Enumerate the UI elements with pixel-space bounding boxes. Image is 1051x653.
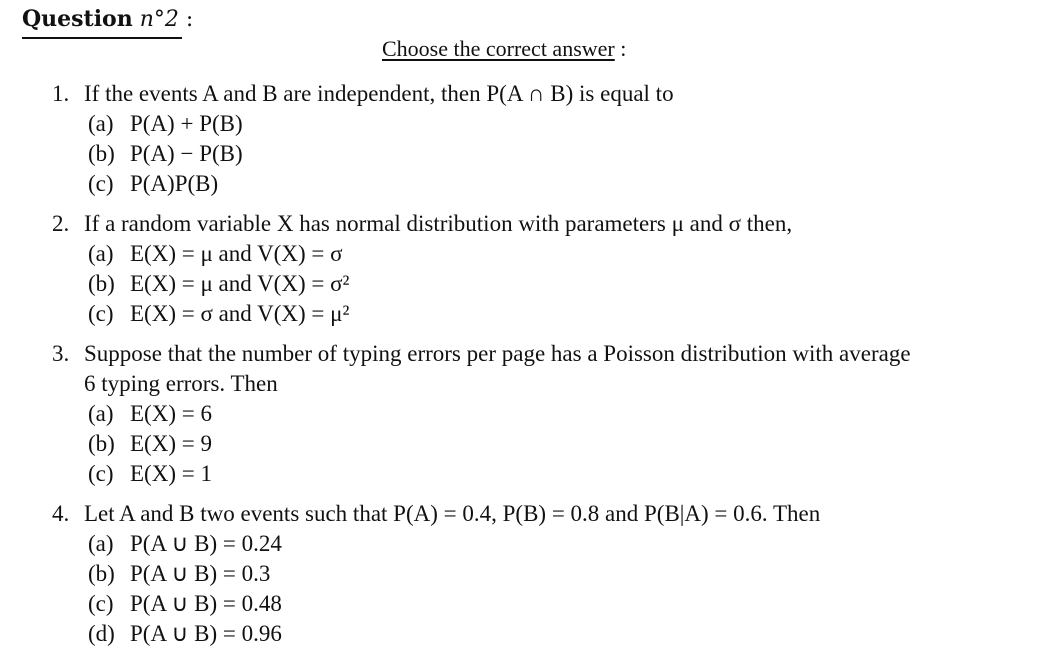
option-label: (d) — [88, 621, 115, 646]
question-2 — [52, 209, 792, 329]
option-text: E(X) = μ and V(X) = σ — [130, 241, 343, 266]
option-text: E(X) = μ and V(X) = σ² — [130, 271, 350, 296]
question-4 — [52, 499, 820, 649]
option-label: (c) — [88, 171, 114, 196]
question-number: 3. — [52, 341, 70, 366]
option-text: P(A ∪ B) = 0.3 — [130, 561, 271, 586]
heading-number: n°2 — [139, 7, 179, 32]
option-text: P(A ∪ B) = 0.24 — [130, 531, 282, 556]
option-text: E(X) = 6 — [130, 401, 212, 426]
option-text: P(A) − P(B) — [130, 141, 243, 166]
question-number: 2. — [52, 211, 70, 236]
option — [52, 399, 911, 429]
option — [52, 109, 674, 139]
question-3 — [52, 339, 911, 489]
option — [52, 139, 674, 169]
question-heading — [22, 6, 193, 32]
option — [52, 269, 792, 299]
option-label: (c) — [88, 591, 114, 616]
option — [52, 169, 674, 199]
option — [52, 459, 911, 489]
option-text: P(A) + P(B) — [130, 111, 243, 136]
option-text: E(X) = σ and V(X) = μ² — [130, 301, 350, 326]
question-stem: If the events A and B are independent, then P(A ∩ B) is equal to — [84, 81, 674, 106]
option-label: (b) — [88, 141, 115, 166]
question-stem-continued: 6 typing errors. Then — [84, 371, 278, 396]
option-text: E(X) = 1 — [130, 461, 212, 486]
question-1 — [52, 79, 674, 199]
option-label: (c) — [88, 301, 114, 326]
option-label: (a) — [88, 241, 114, 266]
question-number: 1. — [52, 81, 70, 106]
option-label: (b) — [88, 561, 115, 586]
option-text: P(A)P(B) — [130, 171, 219, 196]
option-text: P(A ∪ B) = 0.96 — [130, 621, 282, 646]
question-stem: Let A and B two events such that P(A) = 0.4, P(B) = 0.8 and P(B|A) = 0.6. Then — [84, 501, 821, 526]
instructions — [382, 36, 626, 62]
instructions-text: Choose the correct answer — [382, 36, 615, 61]
option-label: (a) — [88, 531, 114, 556]
heading-word: Question — [22, 6, 133, 32]
question-stem: If a random variable X has normal distribution with parameters μ and σ then, — [84, 211, 793, 236]
option — [52, 429, 911, 459]
heading-underline — [22, 37, 182, 39]
option-label: (b) — [88, 431, 115, 456]
heading-colon: : — [185, 7, 194, 32]
question-number: 4. — [52, 501, 70, 526]
instructions-colon: : — [620, 36, 627, 61]
option — [52, 619, 820, 649]
option — [52, 239, 792, 269]
option-text: E(X) = 9 — [130, 431, 212, 456]
option — [52, 529, 820, 559]
option-text: P(A ∪ B) = 0.48 — [130, 591, 282, 616]
option-label: (a) — [88, 401, 114, 426]
option — [52, 299, 792, 329]
option-label: (b) — [88, 271, 115, 296]
option-label: (c) — [88, 461, 114, 486]
question-stem: Suppose that the number of typing errors per page has a Poisson distribution with average — [84, 341, 911, 366]
option-label: (a) — [88, 111, 114, 136]
option — [52, 589, 820, 619]
option — [52, 559, 820, 589]
